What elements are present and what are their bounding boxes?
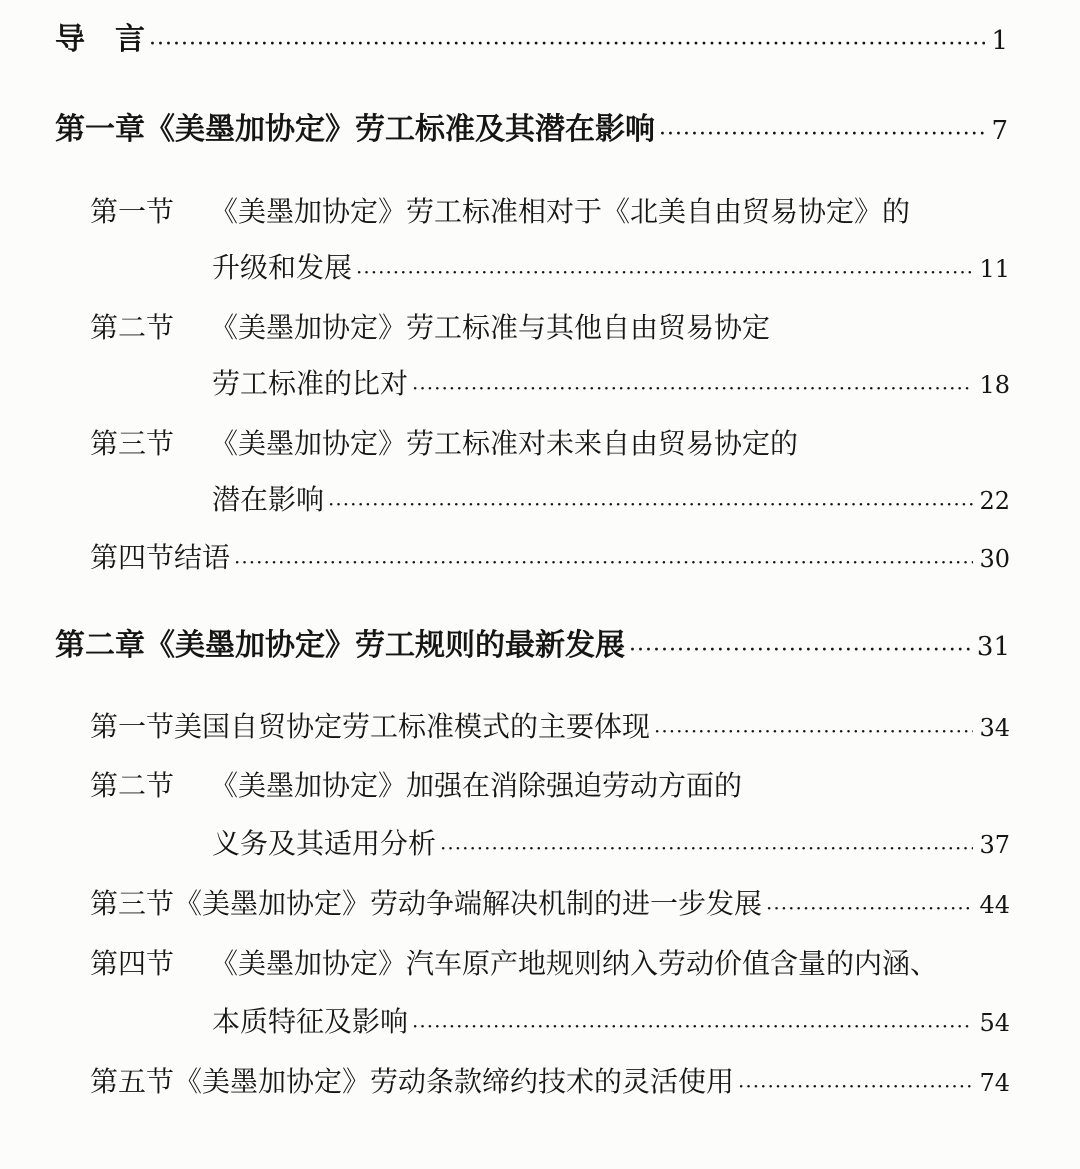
chapter-title: 《美墨加协定》劳工标准及其潜在影响 [145, 112, 655, 147]
page-number: 7 [991, 116, 1008, 146]
section-title: 《美墨加协定》汽车原产地规则纳入劳动价值含量的内涵、 [210, 947, 939, 980]
page-number: 22 [979, 487, 1010, 515]
page-number: 44 [979, 891, 1010, 919]
section-title: 结语 [174, 541, 231, 574]
section-title: 美国自贸协定劳工标准模式的主要体现 [174, 710, 651, 743]
page-number: 74 [979, 1069, 1010, 1097]
toc-entry-ch2-sec4-cont[interactable] [212, 1000, 1010, 1040]
page-number: 37 [979, 831, 1010, 859]
toc-entry-ch1-sec3[interactable] [90, 422, 798, 462]
section-title: 《美墨加协定》劳工标准相对于《北美自由贸易协定》的 [210, 195, 911, 228]
leader-dots [629, 640, 971, 662]
toc-entry-ch2-sec4[interactable] [90, 942, 938, 982]
section-title-cont: 潜在影响 [212, 483, 325, 516]
chapter-title: 《美墨加协定》劳工规则的最新发展 [145, 628, 625, 663]
section-label: 第三节 [90, 427, 175, 460]
leader-dots [412, 1016, 973, 1036]
section-label: 第二节 [90, 311, 175, 344]
leader-dots [328, 494, 973, 514]
section-title: 《美墨加协定》劳动争端解决机制的进一步发展 [174, 887, 763, 920]
toc-entry-ch2-sec1[interactable] [90, 705, 1010, 745]
chapter-label: 第二章 [55, 628, 145, 663]
toc-entry-ch1-sec2-cont[interactable] [212, 362, 1010, 402]
toc-entry-chapter-2[interactable] [55, 620, 1010, 664]
section-title: 《美墨加协定》劳动条款缔约技术的灵活使用 [174, 1065, 735, 1098]
section-label: 第二节 [90, 769, 175, 802]
toc-entry-ch1-sec1-cont[interactable] [212, 246, 1010, 286]
section-title-cont: 劳工标准的比对 [212, 367, 409, 400]
leader-dots [356, 262, 973, 282]
toc-entry-ch2-sec5[interactable] [90, 1060, 1010, 1100]
leader-dots [440, 838, 973, 858]
leader-dots [149, 34, 985, 56]
section-title-cont: 义务及其适用分析 [212, 827, 437, 860]
section-title-cont: 本质特征及影响 [212, 1005, 409, 1038]
leader-dots [766, 898, 973, 918]
section-label: 第三节 [90, 887, 175, 920]
leader-dots [412, 378, 973, 398]
page-number: 30 [979, 545, 1010, 573]
section-title: 《美墨加协定》劳工标准与其他自由贸易协定 [210, 311, 771, 344]
leader-dots [659, 124, 985, 146]
leader-dots [234, 552, 973, 572]
leader-dots [738, 1076, 973, 1096]
chapter-label: 第一章 [55, 112, 145, 147]
toc-entry-ch1-sec3-cont[interactable] [212, 478, 1010, 518]
intro-title: 导 言 [55, 22, 145, 57]
section-label: 第一节 [90, 710, 175, 743]
section-label: 第四节 [90, 541, 175, 574]
page-number: 34 [979, 714, 1010, 742]
toc-entry-ch2-sec2-cont[interactable] [212, 822, 1010, 862]
page-number: 11 [979, 255, 1010, 283]
page-number: 18 [979, 371, 1010, 399]
section-title: 《美墨加协定》加强在消除强迫劳动方面的 [210, 769, 743, 802]
toc-entry-intro[interactable] [55, 14, 1008, 58]
section-title: 《美墨加协定》劳工标准对未来自由贸易协定的 [210, 427, 799, 460]
toc-entry-ch1-sec1[interactable] [90, 190, 910, 230]
section-label: 第五节 [90, 1065, 175, 1098]
leader-dots [654, 721, 973, 741]
page-number: 31 [976, 632, 1010, 662]
toc-entry-chapter-1[interactable] [55, 104, 1008, 148]
toc-entry-ch1-sec4[interactable] [90, 536, 1010, 576]
section-title-cont: 升级和发展 [212, 251, 353, 284]
toc-entry-ch1-sec2[interactable] [90, 306, 770, 346]
section-label: 第一节 [90, 195, 175, 228]
section-label: 第四节 [90, 947, 175, 980]
page-number: 54 [979, 1009, 1010, 1037]
toc-entry-ch2-sec2[interactable] [90, 764, 742, 804]
toc-entry-ch2-sec3[interactable] [90, 882, 1010, 922]
page-number: 1 [991, 26, 1008, 56]
